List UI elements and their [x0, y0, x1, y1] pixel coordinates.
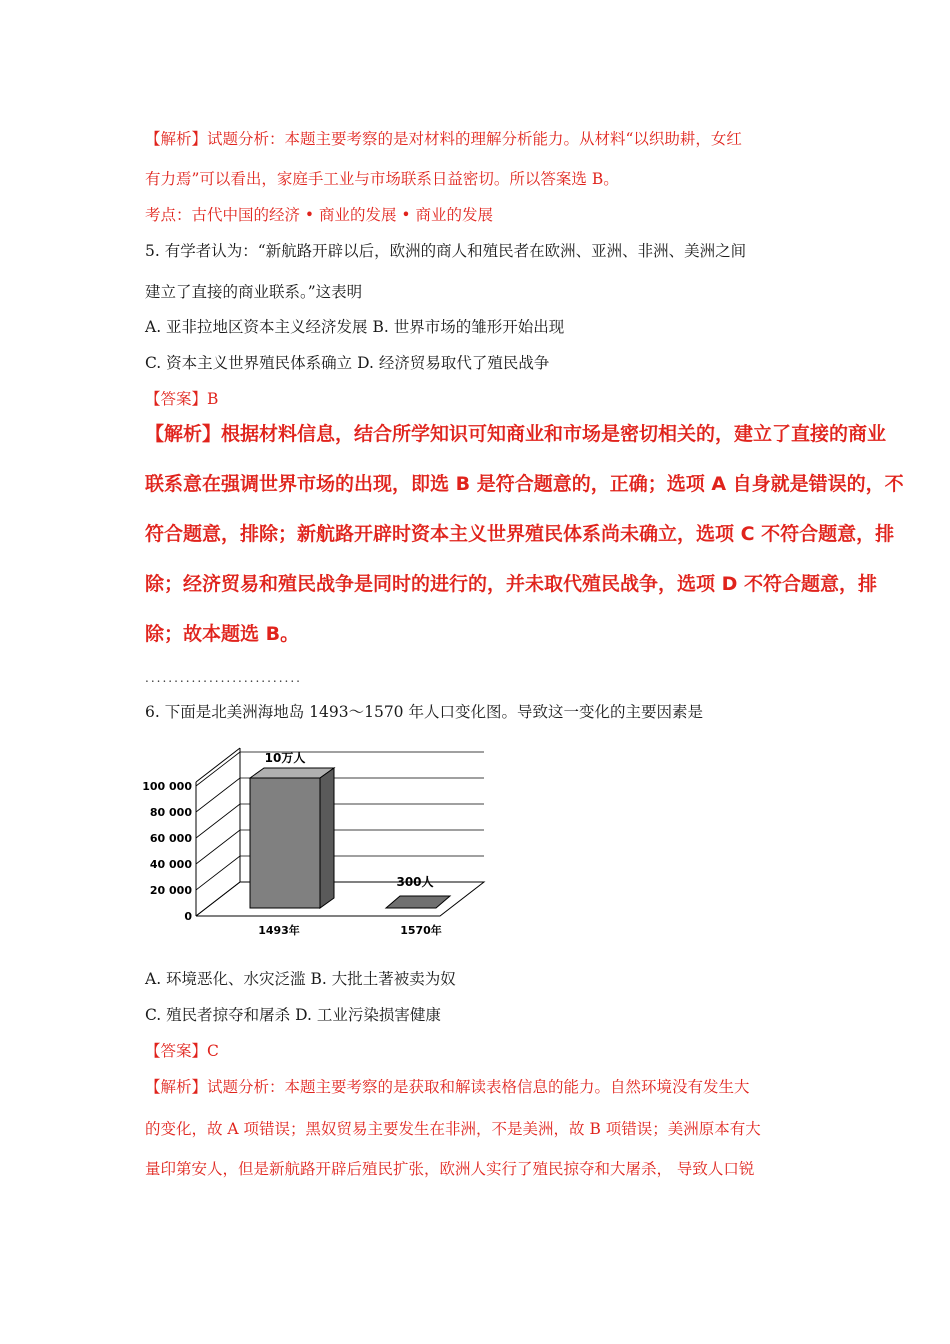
q6-options-ab: A. 环境恶化、水灾泛滥 B. 大批土著被卖为奴 — [145, 970, 456, 988]
data-label: 10万人 — [264, 751, 306, 765]
y-tick-label: 20 000 — [149, 884, 192, 897]
bar-side — [320, 768, 334, 908]
separator-dots: ........................... — [145, 671, 302, 685]
q5-analysis-line-1: 【解析】根据材料信息，结合所学知识可知商业和市场是密切相关的，建立了直接的商业 — [145, 423, 887, 445]
y-tick-label: 60 000 — [149, 832, 192, 845]
kaodian: 考点：古代中国的经济 • 商业的发展 • 商业的发展 — [145, 206, 493, 224]
y-tick-label: 80 000 — [149, 806, 192, 819]
x-tick-label: 1570年 — [400, 924, 442, 937]
q5-analysis-line-3: 符合题意，排除；新航路开辟时资本主义世界殖民体系尚未确立，选项 C 不符合题意，排 — [145, 523, 895, 545]
y-tick-label: 0 — [184, 910, 192, 923]
data-label: 300人 — [396, 875, 434, 889]
q6-answer: 【答案】C — [145, 1042, 219, 1060]
x-tick-label: 1493年 — [258, 924, 300, 937]
population-chart — [138, 732, 508, 947]
gridline-side — [196, 882, 240, 916]
q5-answer: 【答案】B — [145, 390, 219, 408]
gridline-side — [196, 830, 240, 864]
q5-options-cd: C. 资本主义世界殖民体系确立 D. 经济贸易取代了殖民战争 — [145, 354, 550, 372]
gridline-side — [196, 778, 240, 812]
q5-analysis-line-2: 联系意在强调世界市场的出现，即选 B 是符合题意的，正确；选项 A 自身就是错误的，不 — [145, 473, 904, 495]
q6-analysis-line-3: 量印第安人，但是新航路开辟后殖民扩张，欧洲人实行了殖民掠夺和大屠杀， 导致人口锐 — [145, 1160, 755, 1178]
q5-stem-line-2: 建立了直接的商业联系。”这表明 — [145, 283, 363, 301]
bar — [386, 896, 450, 908]
gridline-side — [196, 752, 240, 786]
q6-analysis-line-2: 的变化，故 A 项错误；黑奴贸易主要发生在非洲，不是美洲，故 B 项错误；美洲原本有大 — [145, 1120, 761, 1138]
chart-wall — [196, 748, 240, 916]
gridline-side — [196, 856, 240, 890]
q5-options-ab: A. 亚非拉地区资本主义经济发展 B. 世界市场的雏形开始出现 — [145, 318, 565, 336]
y-tick-label: 40 000 — [149, 858, 192, 871]
y-tick-label: 100 000 — [142, 780, 192, 793]
chart-wall-top — [196, 748, 240, 782]
q6-analysis-line-1: 【解析】试题分析：本题主要考察的是获取和解读表格信息的能力。自然环境没有发生大 — [145, 1078, 750, 1096]
q6-options-cd: C. 殖民者掠夺和屠杀 D. 工业污染损害健康 — [145, 1006, 441, 1024]
analysis-line-1: 【解析】试题分析：本题主要考察的是对材料的理解分析能力。从材料“以织助耕，女红 — [145, 130, 742, 148]
q5-analysis-line-5: 除；故本题选 B。 — [145, 623, 300, 645]
analysis-line-2: 有力焉”可以看出，家庭手工业与市场联系日益密切。所以答案选 B。 — [145, 170, 619, 188]
q5-analysis-line-4: 除；经济贸易和殖民战争是同时的进行的，并未取代殖民战争，选项 D 不符合题意，排 — [145, 573, 878, 595]
gridline-side — [196, 804, 240, 838]
q6-stem: 6. 下面是北美洲海地岛 1493～1570 年人口变化图。导致这一变化的主要因素是 — [145, 703, 703, 721]
q5-stem-line-1: 5. 有学者认为：“新航路开辟以后，欧洲的商人和殖民者在欧洲、亚洲、非洲、美洲之间 — [145, 242, 747, 260]
bar — [250, 778, 320, 908]
